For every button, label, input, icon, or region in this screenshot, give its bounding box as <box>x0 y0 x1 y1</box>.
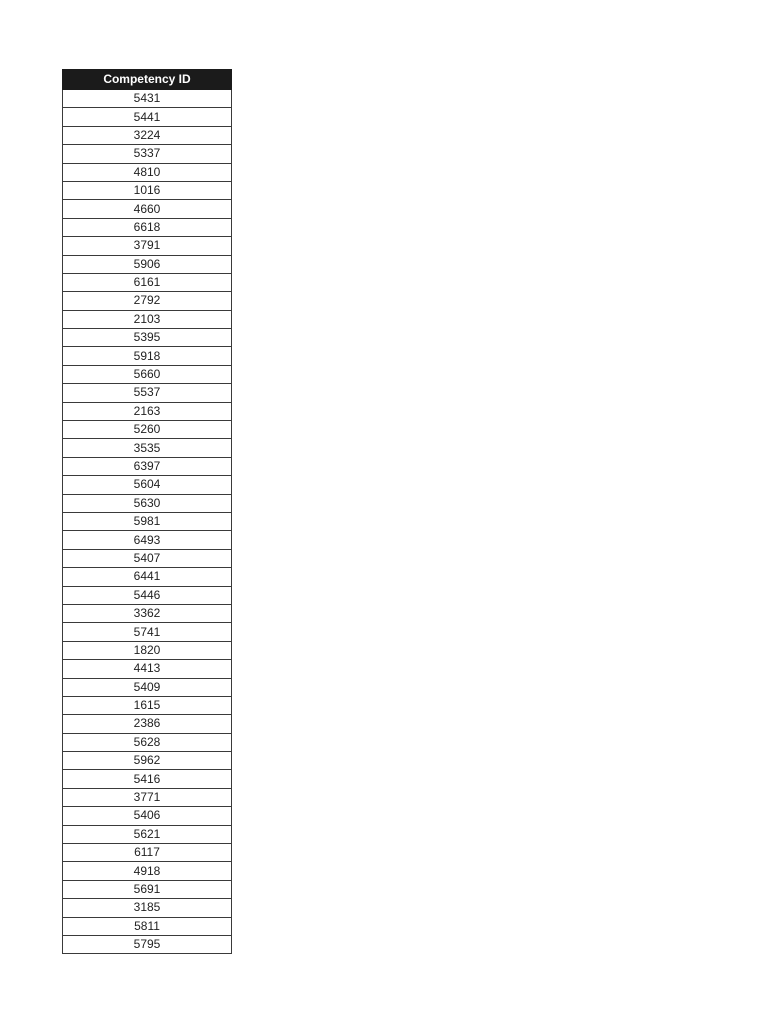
table-row <box>63 862 232 880</box>
table-row <box>63 807 232 825</box>
competency-id-cell: 5628 <box>63 733 232 751</box>
competency-id-cell: 5406 <box>63 807 232 825</box>
column-header-competency-id: Competency ID <box>63 70 232 90</box>
competency-id-cell: 5621 <box>63 825 232 843</box>
competency-id-cell: 6618 <box>63 218 232 236</box>
competency-id-cell: 5260 <box>63 421 232 439</box>
table-row <box>63 108 232 126</box>
competency-id-cell: 1820 <box>63 641 232 659</box>
table-row <box>63 126 232 144</box>
competency-table-container <box>62 69 232 954</box>
table-row <box>63 439 232 457</box>
table-row <box>63 586 232 604</box>
table-row <box>63 880 232 898</box>
competency-id-cell: 2163 <box>63 402 232 420</box>
competency-id-cell: 5795 <box>63 935 232 953</box>
table-row <box>63 935 232 953</box>
table-row <box>63 494 232 512</box>
table-row <box>63 457 232 475</box>
table-row <box>63 476 232 494</box>
competency-id-cell: 4413 <box>63 660 232 678</box>
table-row <box>63 402 232 420</box>
table-row <box>63 715 232 733</box>
competency-id-cell: 3224 <box>63 126 232 144</box>
table-row <box>63 347 232 365</box>
competency-id-cell: 4918 <box>63 862 232 880</box>
competency-id-cell: 3771 <box>63 788 232 806</box>
competency-id-cell: 2386 <box>63 715 232 733</box>
table-row <box>63 660 232 678</box>
table-row <box>63 641 232 659</box>
competency-id-cell: 5395 <box>63 329 232 347</box>
table-row <box>63 421 232 439</box>
table-row <box>63 770 232 788</box>
table-row <box>63 788 232 806</box>
competency-id-cell: 5416 <box>63 770 232 788</box>
table-row <box>63 549 232 567</box>
table-row <box>63 218 232 236</box>
table-row <box>63 145 232 163</box>
table-row <box>63 733 232 751</box>
competency-id-cell: 5918 <box>63 347 232 365</box>
table-body <box>63 90 232 954</box>
table-row <box>63 181 232 199</box>
table-row <box>63 696 232 714</box>
table-row <box>63 568 232 586</box>
competency-id-cell: 2103 <box>63 310 232 328</box>
table-row <box>63 604 232 622</box>
table-row <box>63 255 232 273</box>
competency-id-cell: 4660 <box>63 200 232 218</box>
table-row <box>63 752 232 770</box>
competency-id-cell: 5407 <box>63 549 232 567</box>
competency-id-cell: 3362 <box>63 604 232 622</box>
competency-id-cell: 5441 <box>63 108 232 126</box>
competency-id-cell: 3791 <box>63 237 232 255</box>
competency-id-table <box>62 69 232 954</box>
competency-id-cell: 5446 <box>63 586 232 604</box>
table-row <box>63 384 232 402</box>
competency-id-cell: 5431 <box>63 90 232 108</box>
competency-id-cell: 5409 <box>63 678 232 696</box>
table-row <box>63 531 232 549</box>
table-row <box>63 310 232 328</box>
table-row <box>63 899 232 917</box>
table-row <box>63 365 232 383</box>
competency-id-cell: 5741 <box>63 623 232 641</box>
competency-id-cell: 6117 <box>63 844 232 862</box>
table-row <box>63 512 232 530</box>
competency-id-cell: 5604 <box>63 476 232 494</box>
competency-id-cell: 5537 <box>63 384 232 402</box>
competency-id-cell: 4810 <box>63 163 232 181</box>
table-row <box>63 329 232 347</box>
table-row <box>63 273 232 291</box>
competency-id-cell: 5981 <box>63 512 232 530</box>
competency-id-cell: 6441 <box>63 568 232 586</box>
table-row <box>63 844 232 862</box>
competency-id-cell: 5660 <box>63 365 232 383</box>
table-row <box>63 237 232 255</box>
table-row <box>63 623 232 641</box>
competency-id-cell: 6397 <box>63 457 232 475</box>
competency-id-cell: 5691 <box>63 880 232 898</box>
competency-id-cell: 6161 <box>63 273 232 291</box>
table-row <box>63 200 232 218</box>
competency-id-cell: 5811 <box>63 917 232 935</box>
competency-id-cell: 5337 <box>63 145 232 163</box>
table-row <box>63 90 232 108</box>
header-row <box>63 70 232 90</box>
competency-id-cell: 3185 <box>63 899 232 917</box>
table-row <box>63 678 232 696</box>
competency-id-cell: 5630 <box>63 494 232 512</box>
table-row <box>63 163 232 181</box>
competency-id-cell: 5906 <box>63 255 232 273</box>
competency-id-cell: 6493 <box>63 531 232 549</box>
table-row <box>63 825 232 843</box>
competency-id-cell: 2792 <box>63 292 232 310</box>
competency-id-cell: 3535 <box>63 439 232 457</box>
competency-id-cell: 1016 <box>63 181 232 199</box>
table-row <box>63 917 232 935</box>
table-row <box>63 292 232 310</box>
competency-id-cell: 5962 <box>63 752 232 770</box>
competency-id-cell: 1615 <box>63 696 232 714</box>
